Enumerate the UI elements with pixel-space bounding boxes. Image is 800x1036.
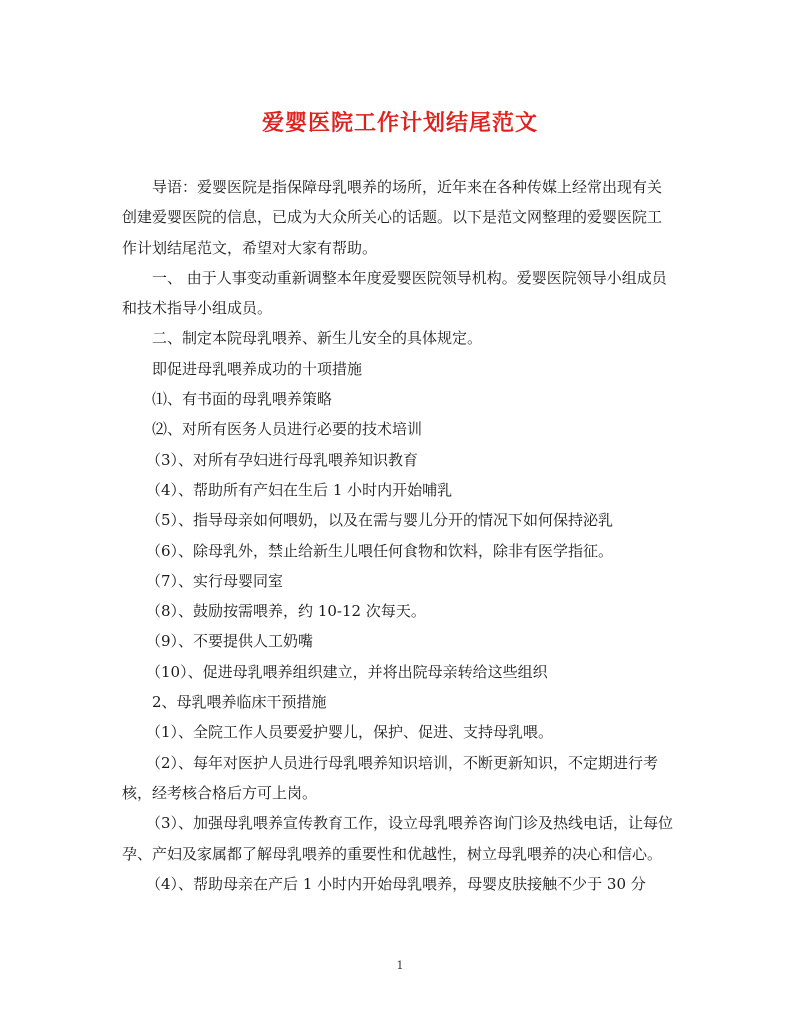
list-item: （10）、促进母乳喂养组织建立，并将出院母亲转给这些组织 bbox=[146, 662, 548, 681]
list-item: （2）、每年对医护人员进行母乳喂养知识培训，不断更新知识，不定期进行考核，经考核合格后方可上岗。 bbox=[122, 753, 659, 802]
paragraph-section-1: 一、 由于人事变动重新调整本年度爱婴医院领导机构。爱婴医院领导小组成员和技术指导小组成员。 bbox=[122, 268, 667, 318]
paragraph-intro: 导语：爱婴医院是指保障母乳喂养的场所，近年来在各种传媒上经常出现有关创建爱婴医院的信息，已成为大众所关心的话题。以下是范文网整理的爱婴医院工作计划结尾范文，希望对大家有帮助。 bbox=[122, 178, 663, 257]
paragraph-clinical-heading: 2、母乳喂养临床干预措施 bbox=[152, 693, 327, 712]
list-item: （8）、鼓励按需喂养，约 10-12 次每天。 bbox=[146, 602, 426, 621]
list-item: （9）、不要提供人工奶嘴 bbox=[146, 632, 314, 651]
list-item: （3）、加强母乳喂养宣传教育工作，设立母乳喂养咨询门诊及热线电话，让每位孕、产妇及家属都了解母乳喂养的重要性和优越性，树立母乳喂养的决心和信心。 bbox=[122, 814, 674, 863]
list-item: （7）、实行母婴同室 bbox=[146, 571, 284, 590]
list-item: （4）、帮助母亲在产后 1 小时内开始母乳喂养，母婴皮肤接触不少于 30 分 bbox=[146, 874, 646, 893]
list-item: （4）、帮助所有产妇在生后 1 小时内开始哺乳 bbox=[146, 480, 453, 499]
list-item: ⑵、对所有医务人员进行必要的技术培训 bbox=[152, 420, 423, 439]
list-item: （5）、指导母亲如何喂奶，以及在需与婴儿分开的情况下如何保持泌乳 bbox=[146, 511, 614, 530]
paragraph-ten-measures-heading: 即促进母乳喂养成功的十项措施 bbox=[152, 359, 363, 378]
paragraph-section-2: 二、制定本院母乳喂养、新生儿安全的具体规定。 bbox=[152, 329, 483, 348]
list-item: ⑴、有书面的母乳喂养策略 bbox=[152, 390, 333, 409]
list-item: （1）、全院工作人员要爱护婴儿，保护、促进、支持母乳喂。 bbox=[146, 723, 554, 742]
list-item: （6）、除母乳外，禁止给新生儿喂任何食物和饮料，除非有医学指征。 bbox=[146, 541, 614, 560]
document-body bbox=[122, 172, 674, 899]
document-title: 爱婴医院工作计划结尾范文 bbox=[261, 110, 538, 136]
page-number: 1 bbox=[396, 959, 404, 972]
list-item: （3）、对所有孕妇进行母乳喂养知识教育 bbox=[146, 450, 419, 469]
